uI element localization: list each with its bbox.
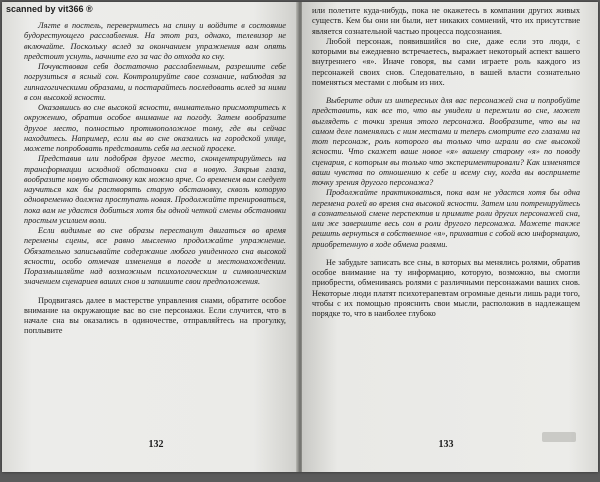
left-page (2, 2, 298, 472)
paragraph: Продолжайте практиковаться, пока вам не удастся хотя бы одна перемена ролей во время сна высокой ясности. Затем или потренируйтесь в сознательной смене перспектив и примите роли других персонажей сна, или же завершите весь сон в роли другого персонажа. Можете также решить вернуться в собственное «я», прихватив с собой всю информацию, приобретенную в ходе обмена ролями. (312, 188, 580, 249)
paragraph: Оказавшись во сне высокой ясности, внимательно присмотритесь к окружению, обратив особое внимание на погоду. Затем вообразите другое место, полностью противоположное тому, где вы сейчас находитесь. Например, если вы во сне оказались на городской улице, можете попробовать представить себя на лесной просеке. (24, 103, 286, 153)
page-number: 132 (148, 439, 164, 450)
paragraph: Любой персонаж, появившийся во сне, даже если это люди, с которыми вы ежедневно встречаетесь, выражает некоторый аспект вашего внутреннего «я». Иначе говоря, вы сами играете роль каждого из персонажей своих снов. Следовательно, в вашей власти сознательно поменяться местами с любым из них. (312, 36, 580, 87)
right-page (302, 2, 598, 472)
paragraph: Представив или подобрав другое место, сконцентрируйтесь на трансформации исходной обстановки сна в новую. Закрыв глаза, вообразите новую обстановку как можно ярче. Со временем вам следует научиться как бы растворять старую обстановку, сквозь которую одновременно должна проступать новая. Продолжайте тренироваться, пока вам не удастся добиться хотя бы одной четкой смены обстановки простым усилием воли. (24, 154, 286, 225)
paragraph: Почувствовав себя достаточно расслабленным, разрешите себе погрузиться в ясный сон. Контролируйте свое сознание, наблюдая за гипнагогическими образами, и постарайтесь последовать вслед за ними в сон высокой ясности. (24, 62, 286, 102)
scan-watermark: scanned by vit366 ® (6, 4, 93, 14)
page-number: 133 (438, 439, 454, 450)
paragraph: или полетите куда-нибудь, пока не окажетесь в компании других живых существ. Кем бы они ни были, нет никаких сомнений, что их присутствие является сознательной частью процесса подсознания. (312, 6, 580, 36)
paragraph: Продвигаясь далее в мастерстве управления снами, обратите особое внимание на окружающие вас во сне персонажи. Если случится, что в начале сна вы оказались в одиночестве, отправляйтесь на прогулку, поплывите (24, 295, 286, 336)
paragraph: Если видимые во сне образы перестанут двигаться во время перемены сцены, все равно мысленно продолжайте упражнение. Обязательно записывайте содержание любого увиденного сна высокой ясности, особо отмечая изменения в погоде и местонахождении. Поразмышляйте над возможным психологическим и символическим значением сценариев ваших снов и запишите свои предположения. (24, 226, 286, 287)
book-spread (2, 2, 598, 472)
paragraph: Не забудьте записать все сны, в которых вы менялись ролями, обратив особое внимание на ту информацию, которую, возможно, вы смогли приобрести, обмениваясь ролями с различными персонажами ваших снов. Некоторые люди платят психотерапевтам огромные деньги лишь ради того, чтобы с их помощью прояснить свои мысли, расположив в надлежащем порядке то, что в наиболее глубоко (312, 257, 580, 318)
right-page-body (312, 6, 580, 319)
library-stamp (542, 432, 576, 442)
paragraph: Выберите один из интересных для вас персонажей сна и попробуйте представить, как все то, что вы увидели и пережили во сне, может выглядеть с точки зрения этого персонажа. Вообразите, что вы на самом деле поменялись с ним местами и теперь смотрите его глазами на тот персонаж, роль которого вы только что играли во сне высокой ясности. Что скажет ваше новое «я» вашему старому «я» по поводу сценария, с которым вы только что экспериментировали? Как изменятся ваши чувства по отношению к себе и всему сну, когда вы воспримете точку зрения другого персонажа? (312, 96, 580, 187)
left-page-body (24, 21, 286, 337)
paragraph: Лягте в постель, перевернитесь на спину и войдите в состояние будорестующего расслабления. На этот раз, однако, телевизор не включайте. Поскольку вслед за окончанием упражнения вам опять предстоит уснуть, начните его за час до отхода ко сну. (24, 21, 286, 61)
